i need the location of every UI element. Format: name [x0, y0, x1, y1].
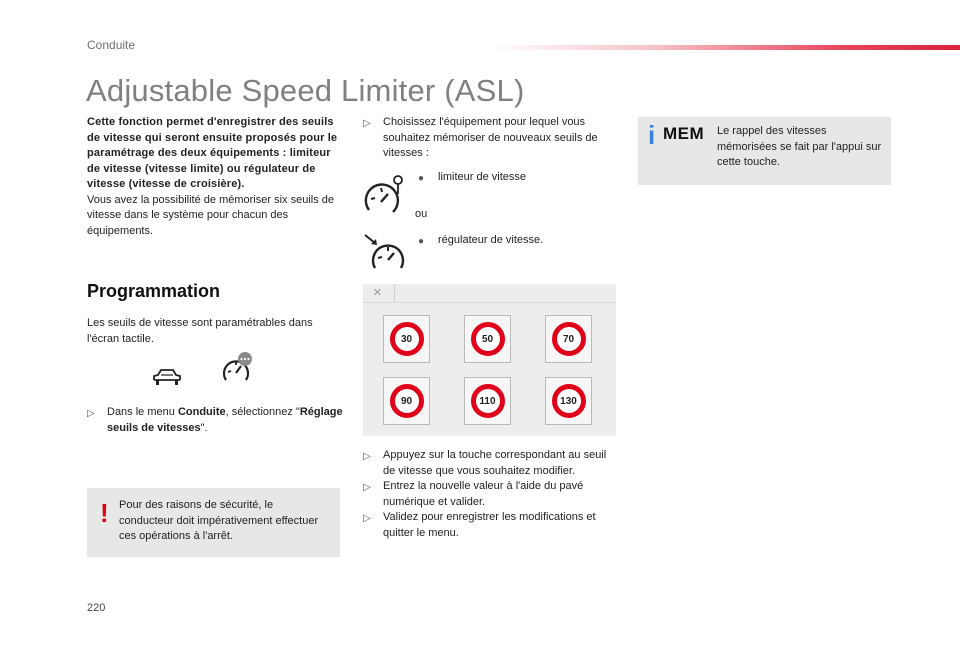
speed-sign	[552, 384, 586, 418]
speed-limiter-icon[interactable]	[363, 172, 409, 223]
speed-preset-button[interactable]	[383, 377, 430, 425]
speed-preset-button[interactable]	[464, 377, 511, 425]
cruise-control-icon[interactable]	[363, 230, 409, 281]
page-title: Adjustable Speed Limiter (ASL)	[86, 73, 525, 108]
step-arrow-icon: ▷	[363, 451, 371, 462]
option-limiter	[418, 170, 526, 187]
setting-name: Réglage seuils de vitesses	[107, 406, 343, 434]
step-middle: , sélectionnez "	[225, 406, 300, 418]
list-item	[363, 479, 613, 510]
speed-value: 30	[400, 333, 413, 345]
step-arrow-icon: ▷	[363, 513, 371, 524]
speed-value: 110	[479, 395, 496, 407]
speed-sign	[390, 322, 424, 356]
menu-step	[87, 405, 345, 436]
step-text: Appuyez sur la touche correspondant au seuil de vitesse que vous souhaitez modifier.	[383, 449, 607, 477]
intro-bold: Cette fonction permet d'enregistrer des seuils de vitesse qui seront ensuite proposés pour le paramétrage des deux équipements : limiteur de vitesse (vitesse limite) ou régulateur de vitesse (vitesse de croisière).	[87, 116, 338, 190]
page-number: 220	[87, 602, 106, 614]
screen-toolbar	[363, 284, 616, 303]
option-regulator-label: régulateur de vitesse.	[438, 234, 544, 246]
toolbar-divider	[394, 284, 395, 302]
speed-value: 90	[400, 395, 413, 407]
speed-preset-button[interactable]	[545, 315, 592, 363]
step-text: Validez pour enregistrer les modifications et quitter le menu.	[383, 511, 596, 539]
speed-sign	[390, 384, 424, 418]
choose-step	[363, 115, 613, 162]
step-suffix: ".	[200, 421, 208, 434]
list-item	[363, 510, 613, 541]
intro-paragraph	[87, 115, 345, 239]
option-regulator	[418, 233, 543, 250]
steps-list	[363, 448, 613, 541]
speed-preset-button[interactable]	[464, 315, 511, 363]
speed-sign	[471, 384, 505, 418]
bullet-dot-icon: ●	[418, 236, 425, 247]
info-text: Le rappel des vitesses mémorisées se fait par l'appui sur cette touche.	[717, 125, 882, 168]
speed-value: 50	[481, 333, 494, 345]
car-icon[interactable]	[151, 367, 183, 392]
menu-conduite: Conduite	[177, 406, 226, 418]
mem-button-label: MEM	[663, 124, 705, 143]
step-text: Entrez la nouvelle valeur à l'aide du pavé numérique et valider.	[383, 480, 584, 508]
close-icon[interactable]: ×	[373, 284, 382, 301]
speed-value: 70	[562, 333, 575, 345]
programmation-text: Les seuils de vitesse sont paramétrables dans l'écran tactile.	[87, 317, 313, 345]
section-title-programmation: Programmation	[87, 281, 221, 301]
step-arrow-icon: ▷	[363, 118, 371, 129]
list-item	[363, 448, 613, 479]
speedometer-settings-icon[interactable]	[220, 351, 254, 390]
choose-text: Choisissez l'équipement pour lequel vous souhaitez mémoriser de nouveaux seuils de vitesses :	[383, 116, 598, 159]
step-arrow-icon: ▷	[87, 408, 95, 419]
speed-sign	[552, 322, 586, 356]
speed-preset-button[interactable]	[545, 377, 592, 425]
touchscreen-speed-settings	[363, 284, 616, 436]
speed-value: 130	[560, 395, 577, 407]
bullet-dot-icon: ●	[418, 173, 425, 184]
header-accent-bar	[488, 45, 960, 50]
info-icon: i	[648, 120, 656, 150]
warning-icon: !	[100, 498, 109, 528]
section-label: Conduite	[87, 38, 136, 52]
step-arrow-icon: ▷	[363, 482, 371, 493]
intro-text: Vous avez la possibilité de mémoriser six seuils de vitesse dans le système pour chacun des équipements.	[87, 193, 335, 237]
speed-preset-button[interactable]	[383, 315, 430, 363]
warning-text: Pour des raisons de sécurité, le conducteur doit impérativement effectuer ces opérations à l'arrêt.	[119, 499, 319, 542]
step-prefix: Dans le menu	[107, 406, 178, 418]
speed-sign	[471, 322, 505, 356]
or-separator: ou	[415, 208, 428, 220]
option-limiter-label: limiteur de vitesse	[438, 171, 527, 183]
